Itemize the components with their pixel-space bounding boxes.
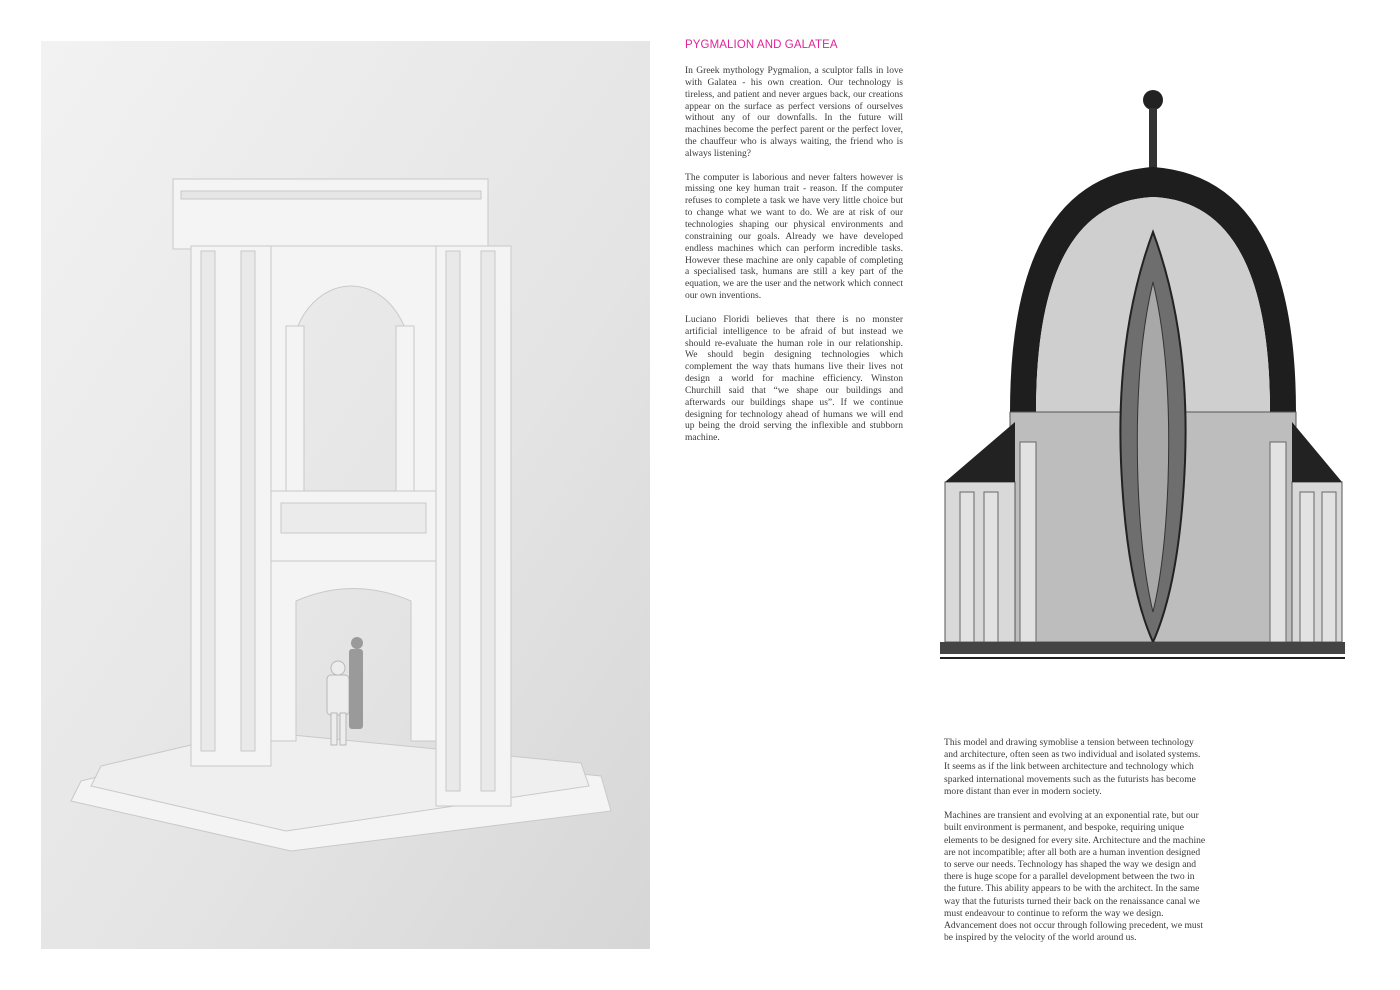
dome-section-drawing [940,82,1345,664]
article-body [685,65,903,456]
caption-paragraph: Machines are transient and evolving at an exponential rate, but our built environment is permanent, and bespoke, requiring unique elements to be designed for every site. Architecture and the machine are not incompatible; after all both are a human invention designed to serve our needs. Technology has shaped the way we design and there is huge scope for a parallel development between the two in the future. This ability appears to be with the architect. In the same way that the futurists turned their back on the renaissance canal we must endeavour to continue to reform the way we design. Advancement does not occur through following precedent, we must be inspired by the velocity of the world around us. [944,810,1206,944]
article-paragraph: In Greek mythology Pygmalion, a sculptor falls in love with Galatea - his own creation. Our technology is tireless, and patient and never argues back, our creations appear on the surface as perfect versions of ourselves without any of our downfalls. In the future will machines become the perfect parent or the perfect lover, the chauffeur who is always waiting, the friend who is always listening? [685,65,903,159]
article-paragraph: The computer is laborious and never falters however is missing one key human trait - reason. If the computer refuses to complete a task we have very little choice but to change what we want to do. We are at risk of our technologies shaping our physical environments and constraining our goals. Already we have developed endless machines which can perform incredible tasks. However these machine are only capable of completing a specialised task, humans are still a key part of the equation, we are the user and the network which connect our own inventions. [685,171,903,302]
caption-paragraph: This model and drawing symoblise a tension between technology and architecture, often seen as two individual and isolated systems. It seems as if the link between architecture and technology which sparked international movements such as the futurists has become more distant than ever in modern society. [944,737,1201,797]
article-paragraph: Luciano Floridi believes that there is no monster artificial intelligence to be afraid of but instead we should re-evaluate the human role in our relationship. We should begin designing technologies which complement the way thats humans live their lives not design a world for machine efficiency. Winston Churchill said that “we shape our buildings and afterwards our buildings shape us”. If we continue designing for technology ahead of humans we will end up being the droid serving the inflexible and stubborn machine. [685,313,903,444]
arch-model-photo [41,41,650,949]
caption-body [944,737,1206,957]
article-title: PYGMALION AND GALATEA [685,39,838,51]
